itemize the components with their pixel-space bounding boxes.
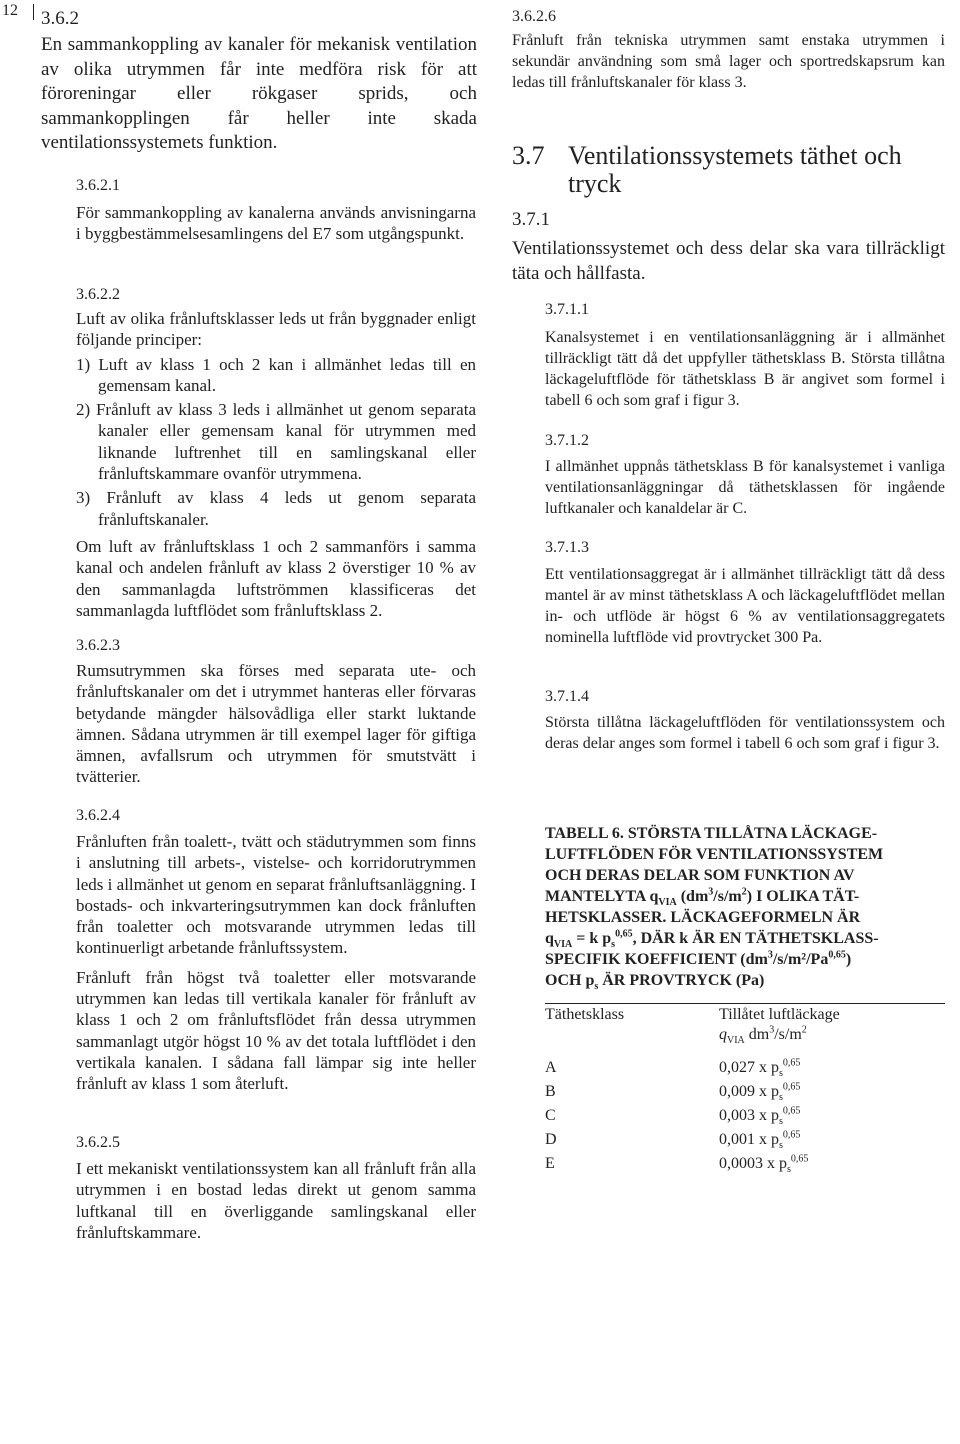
table-header-leakage: Tillåtet luftläckage bbox=[719, 1006, 840, 1023]
leakage-table bbox=[545, 1056, 808, 1176]
table-row bbox=[545, 1128, 808, 1152]
table-cell-class: B bbox=[545, 1083, 556, 1100]
section-text-3-7-1-3: Ett ventilationsaggregat är i allmänhet tillräckligt tätt då dess mantel är av minst täthetsklass A och läckageluftflödet mellan in- och utflöde är högst 6 % av ventilationsaggregatets nominella luftflöde vid provtrycket 300 Pa. bbox=[545, 566, 945, 646]
table-caption bbox=[545, 823, 945, 991]
section-text-3-7-1-4: Största tillåtna läckageluftflöden för ventilationssystem och deras delar anges som formel i tabell 6 och som graf i figur 3. bbox=[545, 714, 945, 752]
section-text-3-6-2-3: Rumsutrymmen ska förses med separata ute- och frånluftskanaler om det i utrymmet hanteras eller förvaras betydande mängder hälsovådliga eller starkt luktande ämnen. Sådana utrymmen är till exempel lager för giftiga ämnen, avfallsrum och utrymmen för smutstvätt i tvätterier. bbox=[76, 661, 476, 787]
section-paragraph: Frånluft från högst två toaletter eller motsvarande utrymmen kan ledas till vertikala kanaler för frånluft av klass 1 och 2 om frånluftsflödet från dessa utrymmen sammanlagt utgör högst 10 % av det totala luftflödet i den vertikala kanalen. I sådana fall lämpar sig inte heller frånluft av klass 1 som återluft. bbox=[76, 967, 476, 1094]
table-cell-class: A bbox=[545, 1059, 557, 1076]
heading-title-3-7: Ventilationssystemets täthet och tryck bbox=[568, 141, 902, 198]
section-number-3-6-2-4: 3.6.2.4 bbox=[76, 807, 120, 824]
list-item: 3) Frånluft av klass 4 leds ut genom separata frånluftskanaler. bbox=[76, 488, 476, 529]
section-number-3-7-1: 3.7.1 bbox=[512, 209, 550, 230]
table-cell-formula: 0,003 x $p_s^{0,65}$ bbox=[719, 1105, 801, 1128]
section-text-3-7-1: Ventilationssystemet och dess delar ska vara tillräckligt täta och hållfasta. bbox=[512, 238, 945, 284]
section-number-3-6-2-6: 3.6.2.6 bbox=[512, 8, 556, 25]
section-number-3-6-2-5: 3.6.2.5 bbox=[76, 1134, 120, 1151]
page-number: 12 bbox=[2, 2, 18, 19]
table-body bbox=[545, 1056, 808, 1176]
caption-line: $q_{VIA} = k$ $p_s^{0,65}$, DÄR k ÄR EN TÄTHETSKLASS- bbox=[545, 928, 879, 951]
caption-line: OCH DERAS DELAR SOM FUNKTION AV bbox=[545, 867, 855, 884]
section-text-3-6-2: En sammankoppling av kanaler för mekanisk ventilation av olika utrymmen får inte medföra risk för att föroreningar eller rökgaser sprids, och sammankopplingen får heller inte skada ventilationssystemets funktion. bbox=[41, 34, 477, 153]
table-cell-class: E bbox=[545, 1155, 555, 1172]
table-cell-formula: 0,001 x $p_s^{0,65}$ bbox=[719, 1129, 801, 1152]
table-cell-class: C bbox=[545, 1107, 556, 1124]
list-item: 2) Frånluft av klass 3 leds i allmänhet ut genom separata kanaler eller gemensam kanal för utrymmen med liknande luftrenhet till en samlingskanal eller frånluftskammare ovanför utrymmena. bbox=[76, 400, 476, 484]
section-body-3-6-2-4 bbox=[76, 831, 476, 1095]
table-header-class: Täthetsklass bbox=[545, 1006, 625, 1023]
section-number-3-7-1-4: 3.7.1.4 bbox=[545, 688, 589, 705]
section-text-3-6-2-5: I ett mekaniskt ventilationssystem kan all frånluft från alla utrymmen i en bostad ledas direkt ut genom samma luftkanal till en överliggande samlingskanal eller frånluftskammare. bbox=[76, 1159, 476, 1242]
heading-number-3-7: 3.7 bbox=[512, 141, 545, 170]
table-row bbox=[545, 1152, 808, 1176]
margin-rule bbox=[33, 4, 34, 20]
section-text-3-7-1-1: Kanalsystemet i en ventilationsanläggning är i allmänhet tillräckligt tätt då det uppfyller täthetsklass B. Största tillåtna läckageluftflöde för täthetsklass B är angivet som formel i tabell 6 och som graf i figur 3. bbox=[545, 329, 945, 409]
caption-line: SPECIFIK KOEFFICIENT $(dm^3/s/m^2/Pa^{0,65})$ bbox=[545, 949, 852, 968]
caption-line: TABELL 6. STÖRSTA TILLÅTNA LÄCKAGE- bbox=[545, 825, 878, 842]
caption-line: HETSKLASSER. LÄCKAGEFORMELN ÄR bbox=[545, 909, 861, 926]
section-paragraph-3-6-2-2: Om luft av frånluftsklass 1 och 2 sammanförs i samma kanal och andelen frånluft av klass 2 överstiger 10 % av den sammanlagda luftströmmen klassificeras det sammanlagda luftflödet som frånluftsklass 2. bbox=[76, 536, 476, 620]
section-number-3-6-2: 3.6.2 bbox=[41, 8, 79, 29]
caption-line: MANTELYTA $q_{VIA}$ $(dm^3/s/m^2)$ I OLIKA TÄT- bbox=[545, 886, 860, 909]
section-number-3-7-1-1: 3.7.1.1 bbox=[545, 301, 589, 318]
section-intro-3-6-2-2: Luft av olika frånluftsklasser leds ut från byggnader enligt följande principer: bbox=[76, 309, 476, 350]
section-number-3-6-2-1: 3.6.2.1 bbox=[76, 177, 120, 194]
list-item: 1) Luft av klass 1 och 2 kan i allmänhet ledas till en gemensam kanal. bbox=[76, 354, 476, 395]
table-row bbox=[545, 1080, 808, 1104]
table-row bbox=[545, 1104, 808, 1128]
section-text-3-6-2-1: För sammankoppling av kanalerna används anvisningarna i byggbestämmelsesamlingens del E7 som utgångspunkt. bbox=[76, 203, 476, 244]
section-text-3-7-1-2: I allmänhet uppnås täthetsklass B för kanalsystemet i vanliga ventilationsanläggningar då täthetsklassen för ingående luftkanaler och kanaldelar är C. bbox=[545, 458, 945, 517]
section-number-3-6-2-2: 3.6.2.2 bbox=[76, 286, 120, 303]
caption-line: OCH $p_s$ ÄR PROVTRYCK (Pa) bbox=[545, 972, 765, 993]
table-rule bbox=[545, 1003, 945, 1004]
section-paragraph: Frånluften från toalett-, tvätt och städutrymmen som finns i anslutning till arbets-, vistelse- och korridorutrymmen leds i allmänhet ut genom en separat frånluftsanläggning. I bostads- och inkvarteringsutrymmen kan dock frånluften från toaletter och motsvarande utrymmen ledas till kontinuerligt arbetande frånluftssystem. bbox=[76, 832, 476, 958]
table-cell-formula: 0,0003 x $p_s^{0,65}$ bbox=[719, 1153, 809, 1176]
section-number-3-7-1-2: 3.7.1.2 bbox=[545, 432, 589, 449]
section-number-3-7-1-3: 3.7.1.3 bbox=[545, 539, 589, 556]
section-text-3-6-2-6: Frånluft från tekniska utrymmen samt enstaka utrymmen i sekundär användning som små lager och sportredskapsrum kan ledas till frånluftskanaler för klass 3. bbox=[512, 32, 945, 91]
section-number-3-6-2-3: 3.6.2.3 bbox=[76, 637, 120, 654]
table-cell-formula: 0,009 x $p_s^{0,65}$ bbox=[719, 1081, 801, 1104]
caption-line: LUFTFLÖDEN FÖR VENTILATIONSSYSTEM bbox=[545, 846, 884, 863]
table-cell-formula: 0,027 x $p_s^{0,65}$ bbox=[719, 1057, 801, 1080]
table-cell-class: D bbox=[545, 1131, 557, 1148]
section-body-3-6-2-2 bbox=[76, 308, 476, 621]
table-header-unit: $q_{VIA}$ $dm^3/s/m^2$ bbox=[719, 1024, 807, 1047]
table-row bbox=[545, 1056, 808, 1080]
